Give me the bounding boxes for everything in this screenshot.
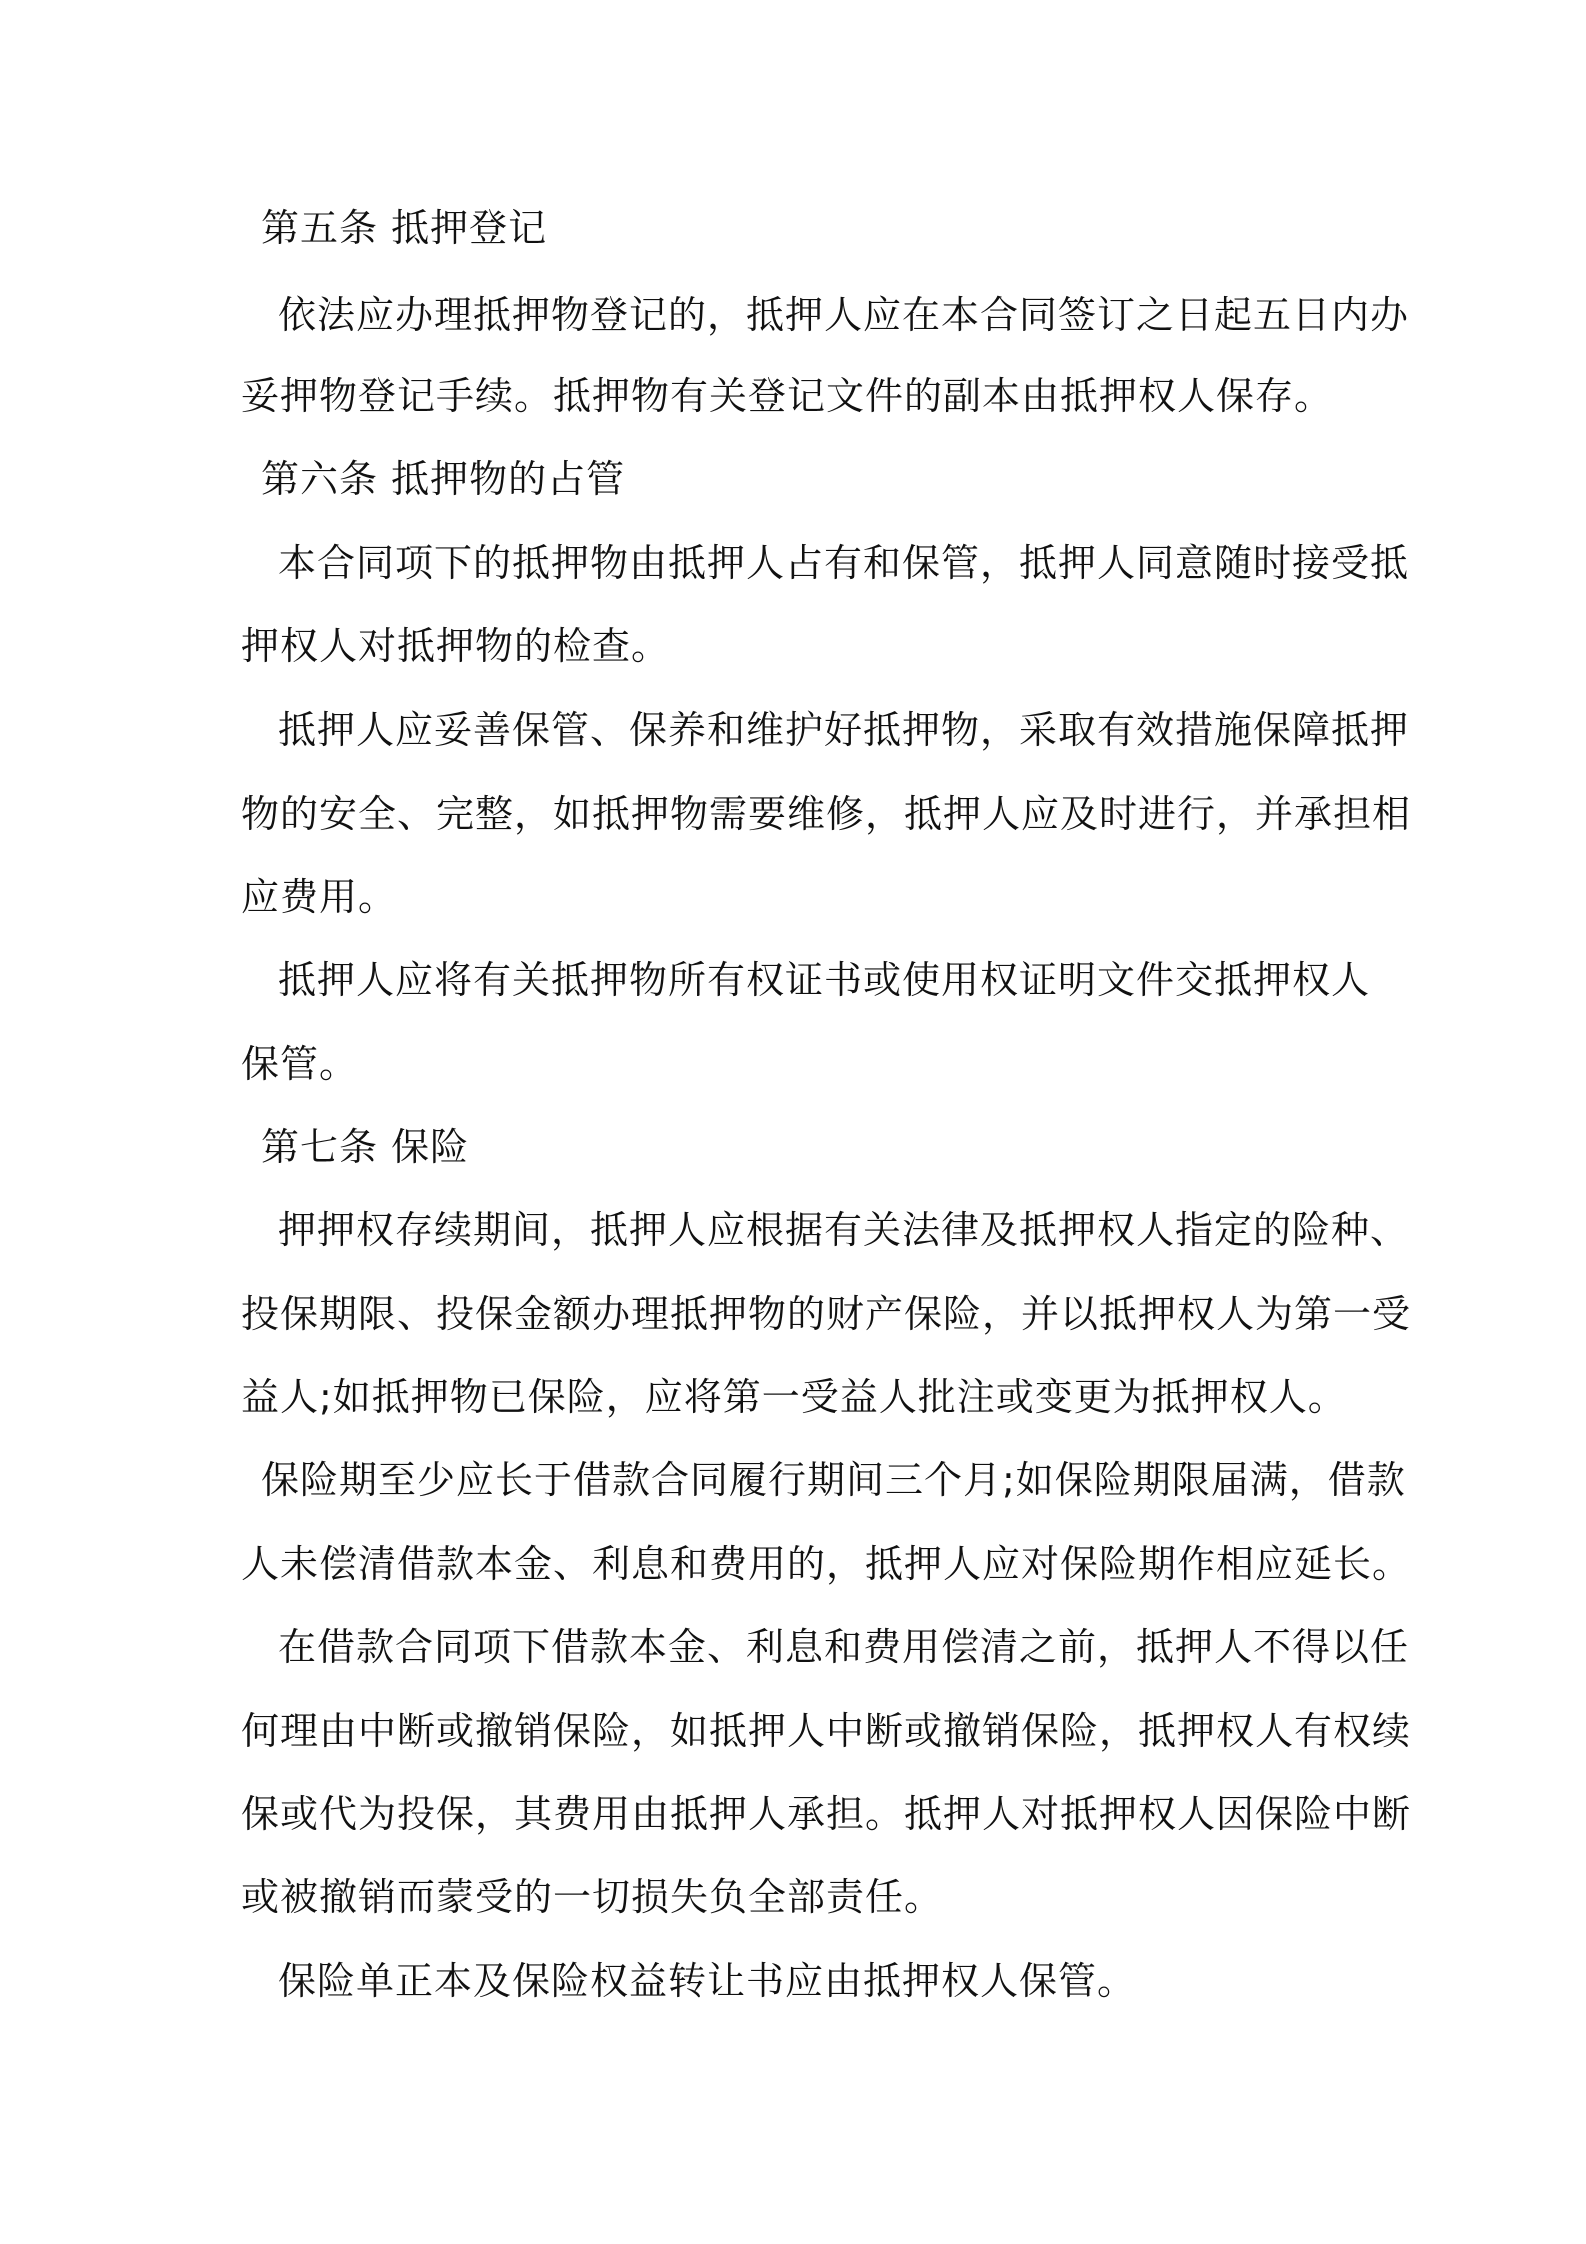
paragraph-line: 在借款合同项下借款本金、利息和费用偿清之前，抵押人不得以任 — [278, 1625, 1410, 1669]
paragraph-line: 益人;如抵押物已保险，应将第一受益人批注或变更为抵押权人。 — [241, 1375, 1347, 1419]
article-6-heading: 第六条 抵押物的占管 — [261, 457, 626, 501]
paragraph-line: 保或代为投保，其费用由抵押人承担。抵押人对抵押权人因保险中断 — [241, 1792, 1412, 1836]
paragraph-line: 保险单正本及保险权益转让书应由抵押权人保管。 — [278, 1959, 1137, 2003]
article-7-heading: 第七条 保险 — [261, 1125, 470, 1169]
paragraph-line: 抵押人应将有关抵押物所有权证书或使用权证明文件交抵押权人 — [278, 958, 1371, 1002]
paragraph-line: 抵押人应妥善保管、保养和维护好抵押物，采取有效措施保障抵押 — [278, 708, 1410, 752]
paragraph-line: 押押权存续期间，抵押人应根据有关法律及抵押权人指定的险种、 — [278, 1208, 1410, 1252]
paragraph-line: 或被撤销而蒙受的一切损失负全部责任。 — [241, 1875, 944, 1919]
paragraph-line: 保险期至少应长于借款合同履行期间三个月;如保险期限届满，借款 — [261, 1458, 1406, 1502]
paragraph-line: 何理由中断或撤销保险，如抵押人中断或撤销保险，抵押权人有权续 — [241, 1709, 1412, 1753]
paragraph-line: 物的安全、完整，如抵押物需要维修，抵押人应及时进行，并承担相 — [241, 792, 1412, 836]
paragraph-line: 应费用。 — [241, 875, 398, 919]
paragraph-line: 妥押物登记手续。抵押物有关登记文件的副本由抵押权人保存。 — [241, 374, 1334, 418]
paragraph-line: 投保期限、投保金额办理抵押物的财产保险，并以抵押权人为第一受 — [241, 1292, 1412, 1336]
paragraph-line: 依法应办理抵押物登记的，抵押人应在本合同签订之日起五日内办 — [278, 293, 1410, 337]
paragraph-line: 人未偿清借款本金、利息和费用的，抵押人应对保险期作相应延长。 — [241, 1542, 1412, 1586]
paragraph-line: 本合同项下的抵押物由抵押人占有和保管，抵押人同意随时接受抵 — [278, 541, 1410, 585]
paragraph-line: 押权人对抵押物的检查。 — [241, 624, 671, 668]
paragraph-line: 保管。 — [241, 1042, 359, 1086]
article-5-heading: 第五条 抵押登记 — [261, 206, 548, 250]
